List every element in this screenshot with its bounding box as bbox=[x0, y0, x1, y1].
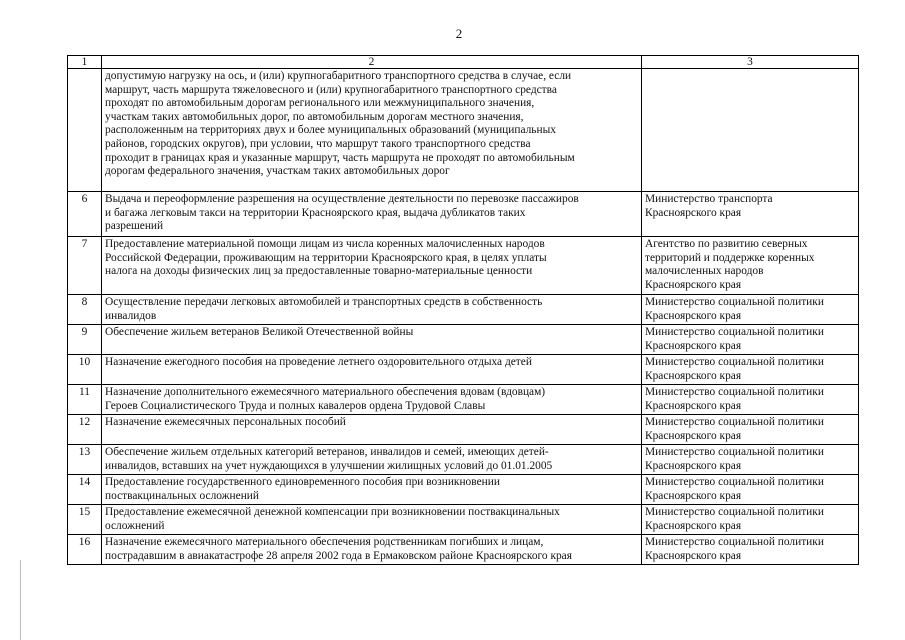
responsible-agency: Министерство транспорта Красноярского края bbox=[642, 192, 859, 237]
table-row bbox=[68, 237, 859, 295]
row-number bbox=[68, 69, 102, 192]
table-row bbox=[68, 192, 859, 237]
responsible-agency: Министерство социальной политики Красноярского края bbox=[642, 415, 859, 445]
responsible-agency: Министерство социальной политики Красноярского края bbox=[642, 325, 859, 355]
column-header-1: 1 bbox=[68, 56, 102, 69]
table-row bbox=[68, 355, 859, 385]
service-name: допустимую нагрузку на ось, и (или) крупногабаритного транспортного средства в случае, если маршрут, часть маршрута тяжеловесного и (или) крупногабаритного транспортного средства проходят по автомобильным дорогам регионального или межмуниципального значения, участкам таких автомобильных дорог, по автомобильным дорогам местного значения, расположенным на территориях двух и более муниципальных образований (муниципальных районов, городских округов), при условии, что маршрут такого транспортного средства проходит в границах края и указанные маршрут, часть маршрута не проходят по автомобильным дорогам федерального значения, участкам таких автомобильных дорог bbox=[102, 69, 642, 192]
scan-margin-line bbox=[20, 560, 21, 640]
row-number: 10 bbox=[68, 355, 102, 385]
table-row bbox=[68, 505, 859, 535]
table-row bbox=[68, 69, 859, 192]
service-name: Выдача и переоформление разрешения на осуществление деятельности по перевозке пассажиров и багажа легковым такси на территории Красноярского края, выдача дубликатов таких разрешений bbox=[102, 192, 642, 237]
row-number: 14 bbox=[68, 475, 102, 505]
page-number: 2 bbox=[455, 26, 463, 41]
service-name: Предоставление материальной помощи лицам из числа коренных малочисленных народов Российской Федерации, проживающим на территории Красноярского края, в целях уплаты налога на доходы физических лиц за предоставленные товарно-материальные ценности bbox=[102, 237, 642, 295]
table-row bbox=[68, 475, 859, 505]
table-header-row bbox=[68, 56, 859, 69]
responsible-agency bbox=[642, 69, 859, 192]
service-name: Предоставление ежемесячной денежной компенсации при возникновении поствакцинальных осложнений bbox=[102, 505, 642, 535]
responsible-agency: Министерство социальной политики Красноярского края bbox=[642, 535, 859, 565]
responsible-agency: Министерство социальной политики Красноярского края bbox=[642, 445, 859, 475]
service-name: Назначение дополнительного ежемесячного материального обеспечения вдовам (вдовцам) Героев Социалистического Труда и полных кавалеров ордена Трудовой Славы bbox=[102, 385, 642, 415]
row-number: 15 bbox=[68, 505, 102, 535]
service-name: Назначение ежемесячных персональных пособий bbox=[102, 415, 642, 445]
table-row bbox=[68, 385, 859, 415]
column-header-2: 2 bbox=[102, 56, 642, 69]
service-name: Назначение ежемесячного материального обеспечения родственникам погибших и лицам, пострадавшим в авиакатастрофе 28 апреля 2002 года в Ермаковском районе Красноярского края bbox=[102, 535, 642, 565]
responsible-agency: Министерство социальной политики Красноярского края bbox=[642, 475, 859, 505]
table-row bbox=[68, 325, 859, 355]
row-number: 12 bbox=[68, 415, 102, 445]
table-row bbox=[68, 295, 859, 325]
table-row bbox=[68, 445, 859, 475]
table-row bbox=[68, 415, 859, 445]
responsible-agency: Министерство социальной политики Красноярского края bbox=[642, 505, 859, 535]
row-number: 11 bbox=[68, 385, 102, 415]
service-name: Обеспечение жильем отдельных категорий ветеранов, инвалидов и семей, имеющих детей- инвалидов, вставших на учет нуждающихся в улучшении жилищных условий до 01.01.2005 bbox=[102, 445, 642, 475]
responsible-agency: Министерство социальной политики Красноярского края bbox=[642, 385, 859, 415]
column-header-3: 3 bbox=[642, 56, 859, 69]
responsible-agency: Министерство социальной политики Красноярского края bbox=[642, 355, 859, 385]
responsible-agency: Агентство по развитию северных территорий и поддержке коренных малочисленных народов Красноярского края bbox=[642, 237, 859, 295]
services-table bbox=[67, 55, 859, 565]
responsible-agency: Министерство социальной политики Красноярского края bbox=[642, 295, 859, 325]
table-row bbox=[68, 535, 859, 565]
row-number: 13 bbox=[68, 445, 102, 475]
service-name: Осуществление передачи легковых автомобилей и транспортных средств в собственность инвалидов bbox=[102, 295, 642, 325]
row-number: 8 bbox=[68, 295, 102, 325]
row-number: 7 bbox=[68, 237, 102, 295]
row-number: 9 bbox=[68, 325, 102, 355]
service-name: Обеспечение жильем ветеранов Великой Отечественной войны bbox=[102, 325, 642, 355]
service-name: Предоставление государственного единовременного пособия при возникновении поствакцинальных осложнений bbox=[102, 475, 642, 505]
row-number: 16 bbox=[68, 535, 102, 565]
service-name: Назначение ежегодного пособия на проведение летнего оздоровительного отдыха детей bbox=[102, 355, 642, 385]
row-number: 6 bbox=[68, 192, 102, 237]
